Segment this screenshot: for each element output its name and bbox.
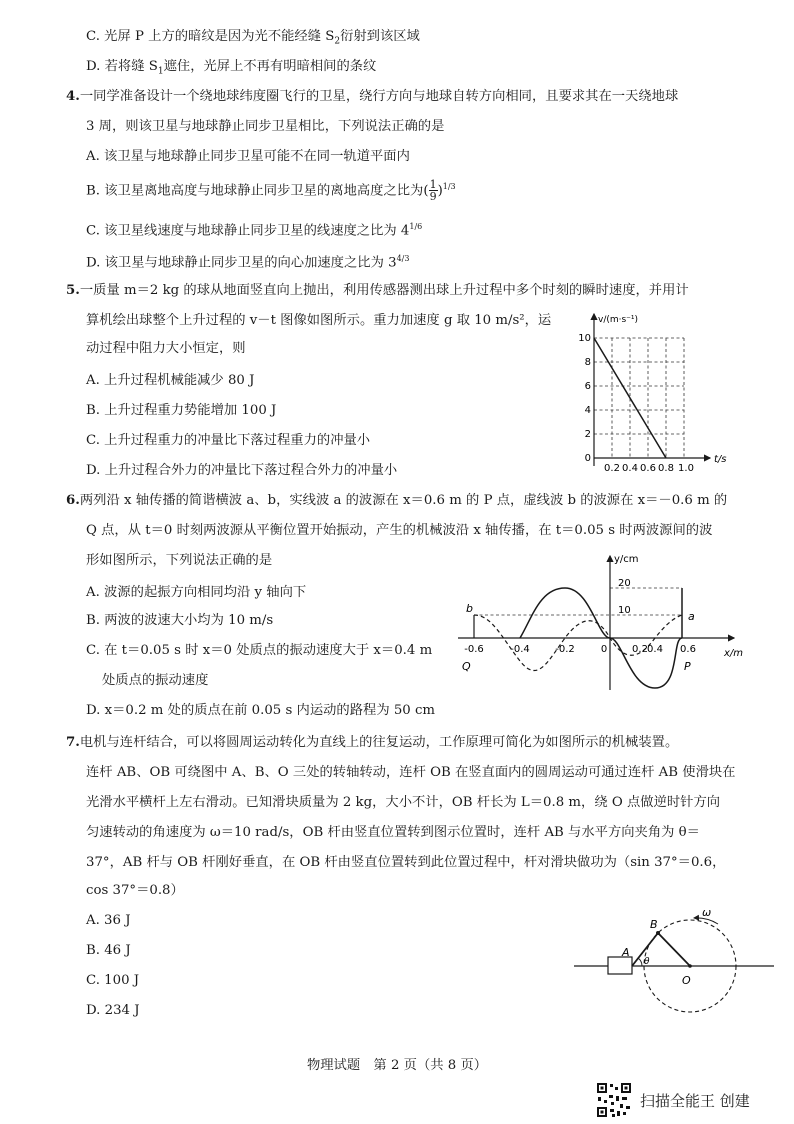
q6-graph-x-tick: -0.2 xyxy=(555,644,575,655)
q6-option-c-line2: 处质点的振动速度 xyxy=(102,673,209,688)
q6-point-q-label: Q xyxy=(462,660,471,673)
q6-graph-x-tick: -0.6 xyxy=(464,644,484,655)
q5-graph-x-label: t/s xyxy=(714,454,727,465)
q4-option-b: B. 该卫星离地高度与地球静止同步卫星的离地高度之比为( $\frac{1}{9}$ )$^{1/3}$ xyxy=(86,178,456,204)
q5-stem-line3: 动过程中阻力大小恒定，则 xyxy=(86,341,246,356)
scanner-watermark xyxy=(596,1082,750,1118)
q4-option-c: C. 该卫星线速度与地球静止同步卫星的线速度之比为 $4^{1/6}$ xyxy=(86,222,423,239)
q5-graph-x-tick: 0.6 xyxy=(640,463,656,474)
q6-graph-y-label: y/cm xyxy=(614,554,639,565)
q7-stem-line3: 光滑水平横杆上左右滑动。已知滑块质量为 2 kg，大小不计，OB 杆长为 L＝0.8 m，绕 O 点做逆时针方向 xyxy=(86,795,721,810)
q7-option-a: A. 36 J xyxy=(86,913,131,928)
q4-option-a: A. 该卫星与地球静止同步卫星可能不在同一轨道平面内 xyxy=(86,149,410,164)
q6-option-a: A. 波源的起振方向相同均沿 y 轴向下 xyxy=(86,585,307,600)
q5-graph-x-tick: 0.8 xyxy=(658,463,674,474)
q6-stem-line1: 6.两列沿 x 轴传播的简谐横波 a、b，实线波 a 的波源在 x＝0.6 m 的 P 点，虚线波 b 的波源在 x＝－0.6 m 的 xyxy=(66,493,728,508)
q5-option-c: C. 上升过程重力的冲量比下落过程重力的冲量小 xyxy=(86,433,371,448)
q7-mechanism-diagram xyxy=(568,906,780,1018)
q5-option-d: D. 上升过程合外力的冲量比下落过程合外力的冲量小 xyxy=(86,463,398,478)
q4-stem-line1: 4.一同学准备设计一个绕地球纬度圈飞行的卫星，绕行方向与地球自转方向相同，且要求其在一天绕地球 xyxy=(66,89,679,104)
q5-graph-x-tick: 0.4 xyxy=(622,463,638,474)
q6-wave-graph xyxy=(452,548,752,698)
scanner-label: 扫描全能王 创建 xyxy=(640,1091,750,1110)
q7-option-d: D. 234 J xyxy=(86,1003,140,1018)
q6-point-p-label: P xyxy=(684,660,691,673)
q7-label-omega: ω xyxy=(702,906,712,919)
q7-label-o: O xyxy=(682,974,691,987)
q4-option-d: D. 该卫星与地球静止同步卫星的向心加速度之比为 $3^{4/3}$ xyxy=(86,254,410,271)
q6-option-b: B. 两波的波速大小均为 10 m/s xyxy=(86,613,274,628)
q5-graph-x-tick: 0.2 xyxy=(604,463,620,474)
q5-vt-graph xyxy=(568,306,748,474)
q5-graph-y-tick: 6 xyxy=(584,381,591,392)
q6-graph-x-tick: 0.4 xyxy=(647,644,663,655)
q6-graph-x-tick: -0.4 xyxy=(510,644,530,655)
q7-label-theta: θ xyxy=(644,957,650,967)
page-footer: 物理试题 第 2 页（共 8 页） xyxy=(306,1058,488,1073)
q5-graph-y-tick: 10 xyxy=(578,333,591,344)
q6-wave-a-label: a xyxy=(688,610,695,623)
q6-wave-b-label: b xyxy=(466,602,473,615)
q6-graph-y-tick: 20 xyxy=(618,578,631,589)
q5-stem-line1: 5.一质量 m＝2 kg 的球从地面竖直向上抛出，利用传感器测出球上升过程中多个时刻的瞬时速度，并用计 xyxy=(66,283,689,298)
q4-stem-line2: 3 周，则该卫星与地球静止同步卫星相比，下列说法正确的是 xyxy=(86,119,445,134)
q7-stem-line4: 匀速转动的角速度为 ω＝10 rad/s，OB 杆由竖直位置转到图示位置时，连杆 AB 与水平方向夹角为 θ＝ xyxy=(86,825,700,840)
q6-stem-line3: 形如图所示，下列说法正确的是 xyxy=(86,553,273,568)
q5-stem-line2: 算机绘出球整个上升过程的 v－t 图像如图所示。重力加速度 g 取 10 m/s²，运 xyxy=(86,313,552,328)
q6-graph-x-tick: 0 xyxy=(600,644,608,655)
q7-label-b: B xyxy=(650,918,658,931)
q5-option-b: B. 上升过程重力势能增加 100 J xyxy=(86,403,277,418)
q7-option-b: B. 46 J xyxy=(86,943,131,958)
q3-option-c: C. 光屏 P 上方的暗纹是因为光不能经缝 $S_2$衍射到该区域 xyxy=(86,29,420,47)
q5-graph-x-tick: 1.0 xyxy=(678,463,694,474)
q7-option-c: C. 100 J xyxy=(86,973,140,988)
qr-code-icon xyxy=(596,1082,632,1118)
q6-graph-x-label: x/m xyxy=(724,648,744,659)
q7-stem-line6: cos 37°＝0.8） xyxy=(86,883,184,898)
q7-stem-line5: 37°，AB 杆与 OB 杆刚好垂直，在 OB 杆由竖直位置转到此位置过程中，杆对滑块做功为（sin 37°＝0.6， xyxy=(86,855,726,870)
q6-option-c-line1: C. 在 t＝0.05 s 时 x＝0 处质点的振动速度大于 x＝0.4 m xyxy=(86,643,433,658)
q6-graph-y-tick: 10 xyxy=(618,605,631,616)
q5-graph-y-tick: 8 xyxy=(584,357,591,368)
q7-label-a: A xyxy=(622,946,630,959)
q7-stem-line2: 连杆 AB、OB 可绕图中 A、B、O 三处的转轴转动，连杆 OB 在竖直面内的圆周运动可通过连杆 AB 使滑块在 xyxy=(86,765,736,780)
q6-graph-x-tick: 0.6 xyxy=(680,644,696,655)
q4-option-b-fraction: $\frac{1}{9}$ xyxy=(429,178,437,204)
q5-graph-y-tick: 0 xyxy=(584,453,591,464)
q5-graph-y-tick: 4 xyxy=(584,405,591,416)
q7-stem-line1: 7.电机与连杆结合，可以将圆周运动转化为直线上的往复运动，工作原理可简化为如图所示的机械装置。 xyxy=(66,735,679,750)
q6-graph-x-tick: 0.2 xyxy=(632,644,648,655)
q5-graph-y-tick: 2 xyxy=(584,429,591,440)
q5-graph-y-label: v/(m·s⁻¹) xyxy=(598,315,639,325)
q5-option-a: A. 上升过程机械能减少 80 J xyxy=(86,373,255,388)
q3-option-d: D. 若将缝 $S_1$遮住，光屏上不再有明暗相间的条纹 xyxy=(86,59,377,77)
q6-stem-line2: Q 点，从 t＝0 时刻两波源从平衡位置开始振动，产生的机械波沿 x 轴传播，在 t＝0.05 s 时两波源间的波 xyxy=(86,523,713,538)
q6-option-d: D. x＝0.2 m 处的质点在前 0.05 s 内运动的路程为 50 cm xyxy=(86,703,436,718)
